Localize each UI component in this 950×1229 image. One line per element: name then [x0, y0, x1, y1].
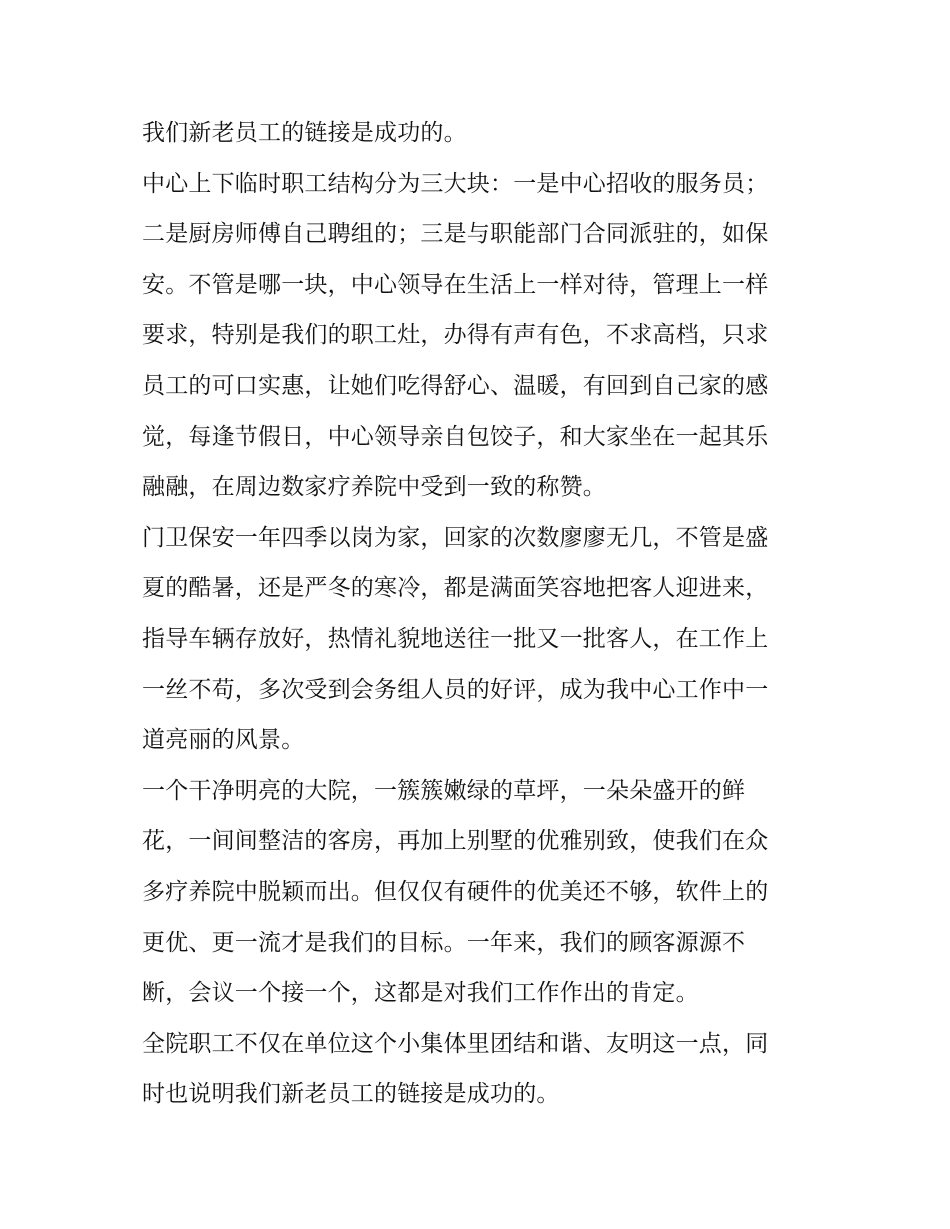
- text-line: 安。不管是哪一块，中心领导在生活上一样对待，管理上一样: [142, 271, 769, 298]
- text-line: 我们新老员工的链接是成功的。: [142, 120, 467, 146]
- text-line: 员工的可口实惠，让她们吃得舒心、温暖，有回到自己家的感: [142, 372, 769, 399]
- text-line: 道亮丽的风景。: [142, 727, 305, 754]
- text-line: 觉，每逢节假日，中心领导亲自包饺子，和大家坐在一起其乐: [142, 423, 769, 450]
- text-line: 要求，特别是我们的职工灶，办得有声有色，不求高档，只求: [142, 322, 769, 349]
- text-line: 断，会议一个接一个，这都是对我们工作作出的肯定。: [142, 980, 699, 1007]
- text-line: 夏的酷暑，还是严冬的寒冷，都是满面笑容地把客人迎进来，: [142, 575, 769, 602]
- text-line: 全院职工不仅在单位这个小集体里团结和谐、友明这一点，同: [142, 1030, 769, 1057]
- text-line: 多疗养院中脱颖而出。但仅仅有硬件的优美还不够，软件上的: [142, 878, 769, 905]
- text-line: 门卫保安一年四季以岗为家，回家的次数廖廖无几，不管是盛: [142, 524, 769, 551]
- text-line: 二是厨房师傅自己聘组的；三是与职能部门合同派驻的，如保: [142, 221, 769, 248]
- text-line: 融融，在周边数家疗养院中受到一致的称赞。: [142, 474, 606, 501]
- text-line: 中心上下临时职工结构分为三大块：一是中心招收的服务员；: [142, 170, 769, 197]
- text-line: 时也说明我们新老员工的链接是成功的。: [142, 1081, 560, 1108]
- document-body: [142, 108, 812, 1120]
- text-line: 更优、更一流才是我们的目标。一年来，我们的顾客源源不: [142, 929, 746, 956]
- text-line: 花，一间间整洁的客房，再加上别墅的优雅别致，使我们在众: [142, 828, 769, 855]
- text-line: 指导车辆存放好，热情礼貌地送往一批又一批客人，在工作上: [142, 625, 769, 652]
- text-line: 一个干净明亮的大院，一簇簇嫩绿的草坪，一朵朵盛开的鲜: [142, 777, 746, 804]
- text-line: 一丝不苟，多次受到会务组人员的好评，成为我中心工作中一: [142, 676, 769, 703]
